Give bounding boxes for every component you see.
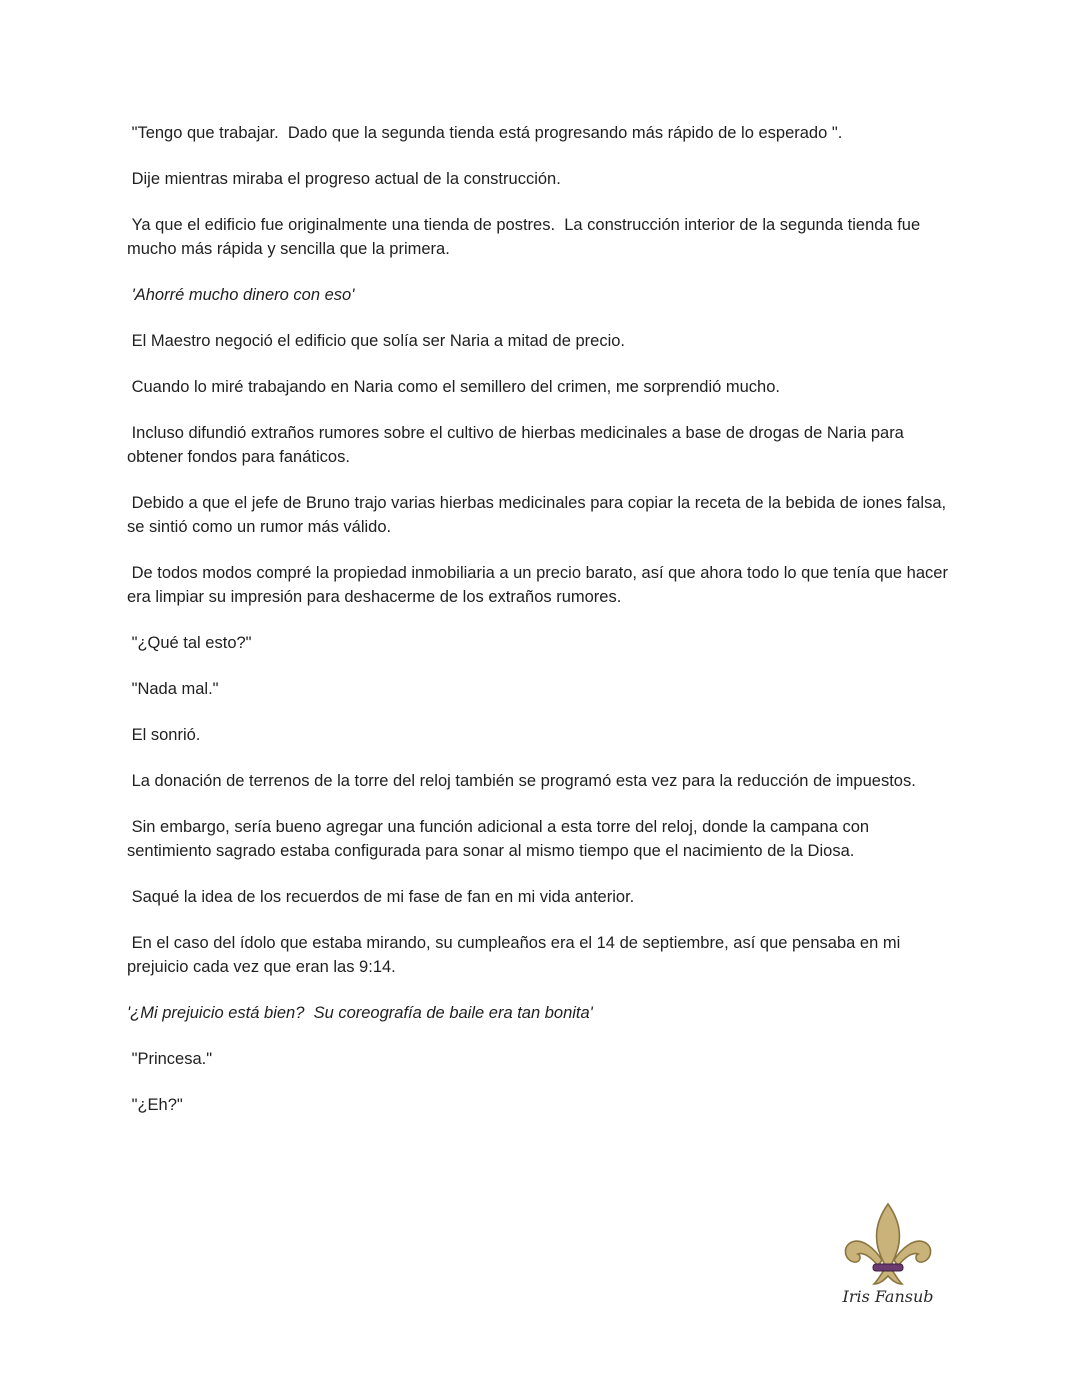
paragraph: De todos modos compré la propiedad inmobiliaria a un precio barato, así que ahora todo lo que tenía que hacer era limpiar su impresión para deshacerme de los extraños rumores. <box>127 564 953 606</box>
paragraph: El sonrió. <box>127 726 201 744</box>
paragraph: Sin embargo, sería bueno agregar una función adicional a esta torre del reloj, donde la campana con sentimiento sagrado estaba configurada para sonar al mismo tiempo que el nacimiento de la Diosa. <box>127 818 874 860</box>
paragraph: Incluso difundió extraños rumores sobre el cultivo de hierbas medicinales a base de drogas de Naria para obtener fondos para fanáticos. <box>127 424 909 466</box>
logo-text: Iris Fansub <box>842 1287 934 1306</box>
fleur-de-lis-icon <box>838 1200 938 1290</box>
paragraph-thought: '¿Mi prejuicio está bien? Su coreografía de baile era tan bonita' <box>127 1004 593 1022</box>
paragraph: La donación de terrenos de la torre del reloj también se programó esta vez para la reducción de impuestos. <box>127 772 916 790</box>
paragraph: El Maestro negoció el edificio que solía ser Naria a mitad de precio. <box>127 332 626 350</box>
paragraph: Cuando lo miré trabajando en Naria como el semillero del crimen, me sorprendió mucho. <box>127 378 780 396</box>
paragraph-dialogue: "¿Eh?" <box>127 1096 183 1114</box>
paragraph: Debido a que el jefe de Bruno trajo varias hierbas medicinales para copiar la receta de la bebida de iones falsa, se sintió como un rumor más válido. <box>127 494 951 536</box>
document-body <box>127 121 957 1139</box>
paragraph: En el caso del ídolo que estaba mirando, su cumpleaños era el 14 de septiembre, así que pensaba en mi prejuicio cada vez que eran las 9:14. <box>127 934 905 976</box>
paragraph: Saqué la idea de los recuerdos de mi fase de fan en mi vida anterior. <box>127 888 635 906</box>
paragraph: "Tengo que trabajar. Dado que la segunda tienda está progresando más rápido de lo esperado ". <box>127 124 843 142</box>
paragraph-dialogue: "Princesa." <box>127 1050 213 1068</box>
iris-fansub-logo <box>838 1200 938 1315</box>
paragraph-thought: 'Ahorré mucho dinero con eso' <box>127 286 355 304</box>
paragraph-dialogue: "Nada mal." <box>127 680 219 698</box>
paragraph-dialogue: "¿Qué tal esto?" <box>127 634 252 652</box>
paragraph: Ya que el edificio fue originalmente una tienda de postres. La construcción interior de la segunda tienda fue mucho más rápida y sencilla que la primera. <box>127 216 925 258</box>
paragraph: Dije mientras miraba el progreso actual de la construcción. <box>127 170 561 188</box>
